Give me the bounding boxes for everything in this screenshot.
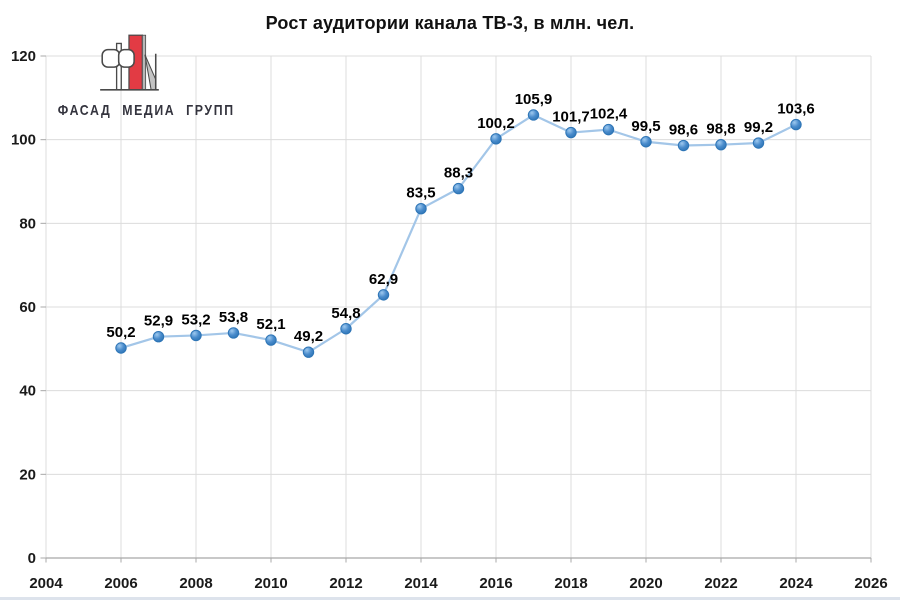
data-label: 98,8	[706, 120, 736, 138]
data-label: 98,6	[668, 121, 699, 139]
x-axis-tick-label: 2004	[29, 575, 63, 592]
x-axis-tick-label: 2008	[179, 575, 213, 592]
data-label: 52,1	[256, 316, 286, 334]
y-axis-tick-label: 20	[19, 466, 36, 484]
data-label: 88,3	[443, 164, 474, 182]
x-axis-tick-label: 2020	[629, 575, 663, 592]
data-point-marker	[566, 127, 576, 137]
data-point-marker	[116, 343, 126, 353]
data-point-marker	[791, 119, 801, 129]
x-axis-tick-label: 2010	[254, 575, 288, 592]
data-label: 102,4	[589, 105, 628, 123]
x-axis-tick-label: 2016	[479, 575, 513, 592]
y-axis-tick-label: 0	[27, 550, 36, 567]
data-label: 99,5	[631, 117, 661, 135]
x-axis-tick-label: 2026	[854, 575, 888, 592]
data-point-marker	[528, 110, 538, 120]
data-point-marker	[603, 124, 613, 134]
data-point-marker	[453, 183, 463, 193]
data-label: 62,9	[368, 270, 399, 288]
logo-f-left-bowl	[102, 50, 120, 68]
data-label: 105,9	[514, 90, 553, 108]
data-point-marker	[266, 335, 276, 345]
x-axis-tick-label: 2006	[104, 575, 138, 592]
company-logo	[42, 28, 235, 119]
y-axis-tick-label: 80	[19, 215, 36, 233]
data-point-marker	[753, 138, 763, 148]
y-axis-tick-label: 100	[10, 131, 36, 149]
data-point-marker	[491, 134, 501, 144]
data-label: 103,6	[777, 100, 815, 118]
data-point-marker	[153, 332, 163, 342]
data-point-marker	[303, 347, 313, 357]
data-label: 99,2	[743, 119, 774, 137]
logo-gray-strip	[142, 35, 145, 90]
x-axis-tick-label: 2014	[404, 575, 438, 592]
data-point-marker	[341, 324, 351, 334]
data-label: 101,7	[552, 108, 590, 126]
logo-text: ФАСАД МЕДИА ГРУПП	[57, 102, 235, 119]
data-label: 52,9	[143, 312, 174, 330]
data-point-marker	[378, 290, 388, 300]
y-axis-tick-label: 40	[19, 382, 36, 400]
logo-f-right-bowl	[118, 50, 133, 68]
data-point-marker	[641, 137, 651, 147]
data-label: 49,2	[293, 328, 324, 346]
chart-title: Рост аудитории канала ТВ-3, в млн. чел.	[265, 13, 635, 33]
data-label: 50,2	[106, 323, 136, 341]
logo-m-triangle	[144, 55, 155, 90]
x-axis-tick-label: 2024	[779, 575, 813, 592]
data-point-marker	[716, 139, 726, 149]
logo-mark-icon	[99, 28, 161, 98]
data-point-marker	[191, 330, 201, 340]
y-axis-tick-label: 60	[19, 299, 36, 316]
y-axis-tick-label: 120	[10, 48, 36, 65]
data-label: 83,5	[406, 184, 436, 202]
data-label: 54,8	[331, 304, 361, 322]
data-label: 53,2	[181, 311, 211, 329]
x-axis-tick-label: 2022	[704, 575, 738, 592]
x-axis-tick-label: 2018	[554, 575, 588, 592]
data-point-marker	[678, 140, 688, 150]
data-point-marker	[228, 328, 238, 338]
data-point-marker	[416, 203, 426, 213]
x-axis-tick-label: 2012	[329, 575, 363, 592]
data-label: 100,2	[477, 114, 515, 132]
data-label: 53,8	[218, 308, 249, 326]
